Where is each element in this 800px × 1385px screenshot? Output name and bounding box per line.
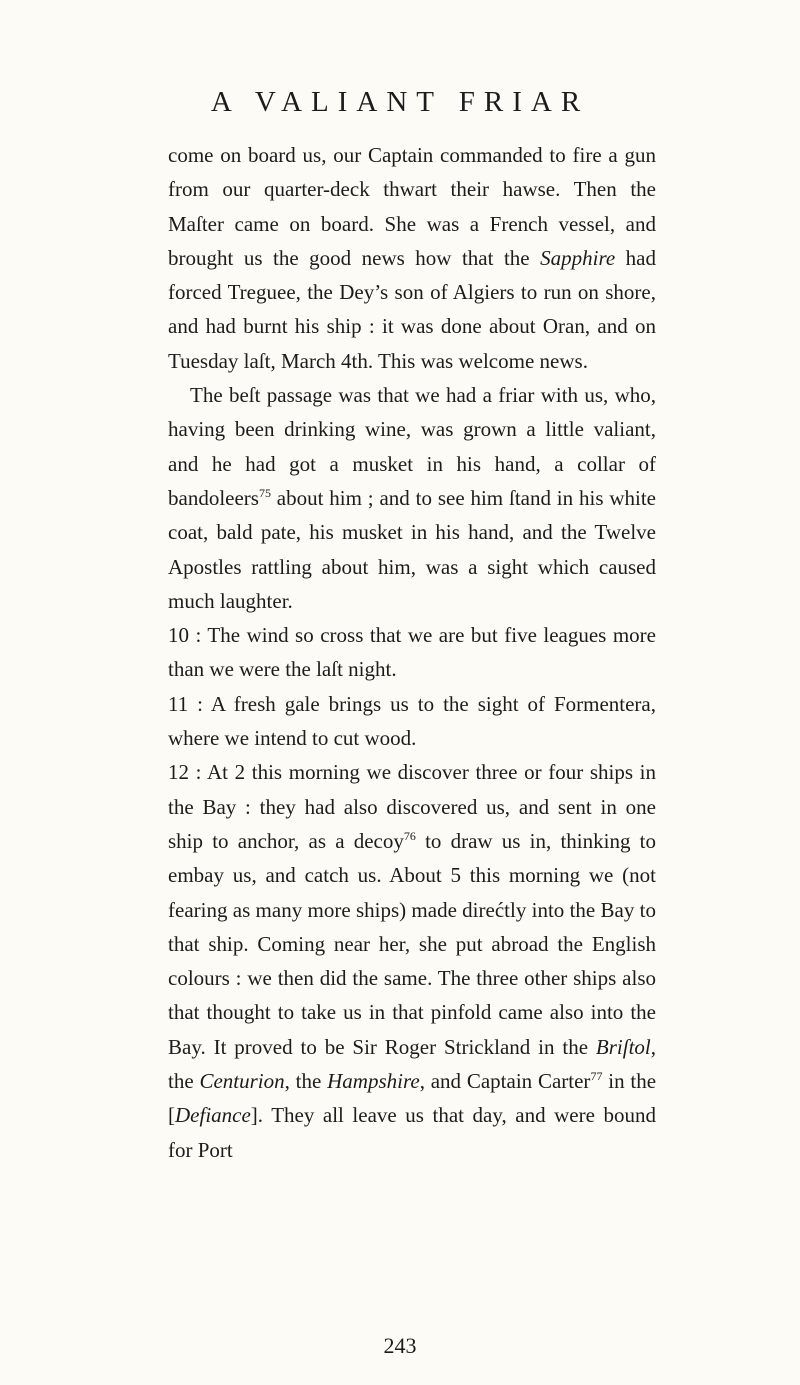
text-run: come on board us, our Captain commanded to fire a gun from our quarter-deck thwart their hawse. Then the Maſter came on board. She was a French vessel, and brought us the good news how that the <box>168 143 656 270</box>
text-run: had forced Treguee, the Dey’s son of Algiers to run on shore, and had burnt his ship : it was done about Oran, and on Tuesday laſt, March 4th. This was welcome news. <box>168 245 657 373</box>
entry-11: 11 : A fresh gale brings us to the sight of Formentera, where we intend to cut wood. <box>168 691 656 751</box>
text-run: , the <box>284 1069 328 1094</box>
footnote-ref-75: 75 <box>258 485 271 500</box>
paragraph-1 <box>168 138 656 378</box>
running-head: A VALIANT FRIAR <box>210 86 590 118</box>
ship-name: Hampshire <box>327 1069 420 1094</box>
ship-name: Sapphire <box>540 245 616 270</box>
text-run: , the <box>168 1034 656 1094</box>
ship-name: Centurion <box>199 1069 285 1094</box>
ship-name: Briſtol <box>595 1034 651 1059</box>
text-run: , and Captain Carter <box>419 1069 591 1094</box>
body-text <box>168 138 656 1167</box>
entry-10: 10 : The wind so cross that we are but five leagues more than we were the laſt night. <box>168 623 656 682</box>
entry-12 <box>168 755 656 1167</box>
text-run: ]. They all leave us that day, and were bound for Port <box>168 1103 656 1162</box>
text-run: to draw us in, thinking to embay us, and catch us. About 5 this morning we (not fearing as many more ships) made direćtly into the Bay to that ship. Coming near her, she put abroad the English colours : we then did the same. The three other ships also that thought to take us in that pinfold came also into the Bay. It proved to be Sir Roger Strickland in the <box>168 828 656 1059</box>
footnote-ref-76: 76 <box>403 828 416 843</box>
text-run: about him ; and to see him ſtand in his white coat, bald pate, his musket in his hand, and the Twelve Apostles rattling about him, was a sight which caused much laughter. <box>168 485 656 613</box>
page-number: 243 <box>383 1333 417 1358</box>
text-run: in the [ <box>168 1069 657 1128</box>
text-run: 12 : At 2 this morning we discover three or four ships in the Bay : they had also discovered us, and sent in one ship to anchor, as a decoy <box>168 760 656 853</box>
paragraph-2 <box>168 378 656 618</box>
footnote-ref-77: 77 <box>590 1069 603 1084</box>
ship-name: Defiance <box>175 1103 251 1128</box>
text-run: The beſt passage was that we had a friar with us, who, having been drinking wine, was grown a little valiant, and he had got a musket in his hand, a collar of bandoleers <box>168 383 656 510</box>
